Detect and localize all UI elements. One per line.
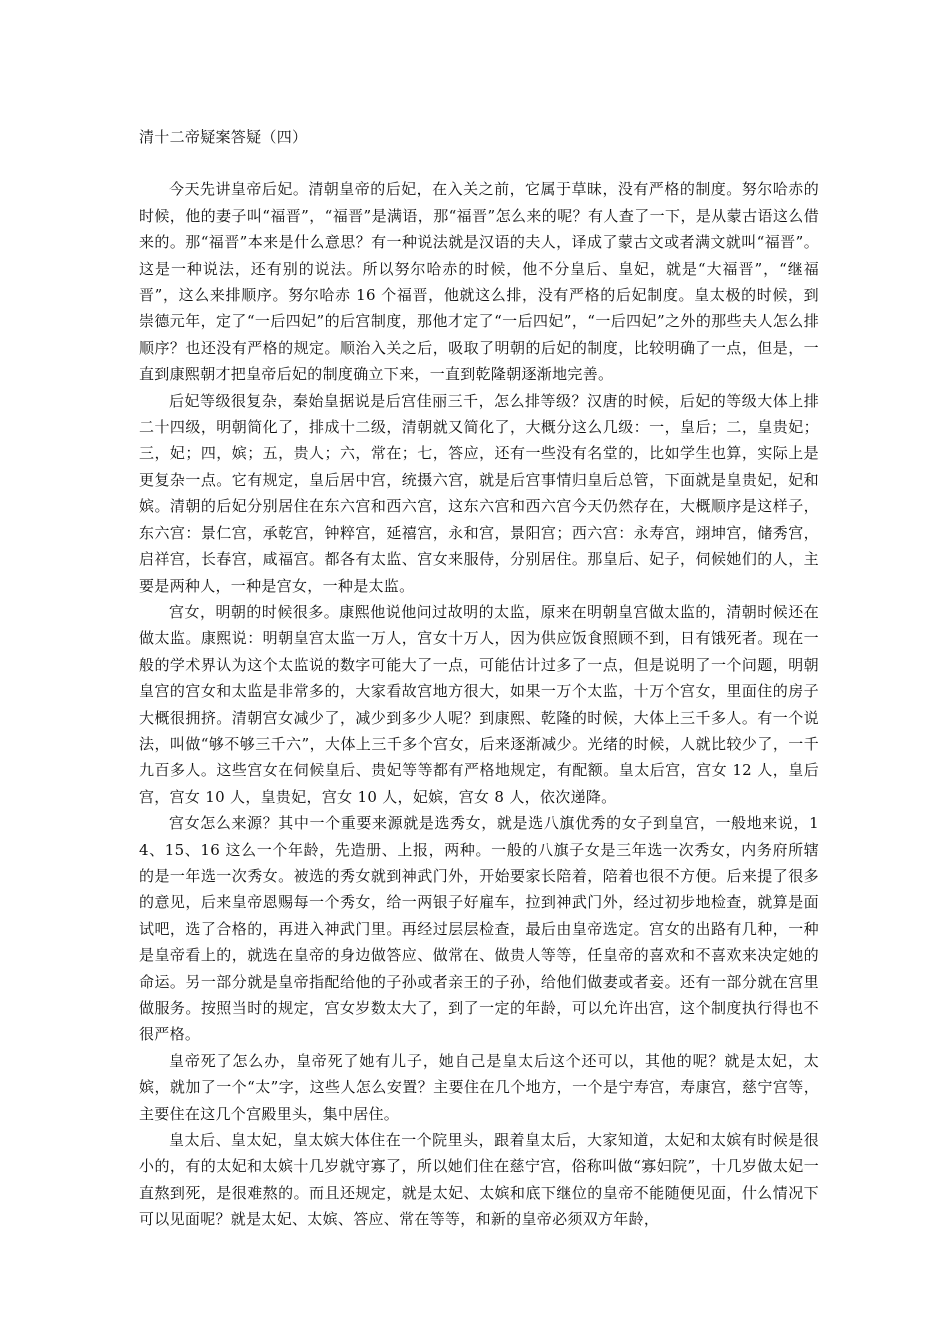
paragraph-5: 皇帝死了怎么办，皇帝死了她有儿子，她自己是皇太后这个还可以，其他的呢？就是太妃，太嫔，就加了一个“太”字，这些人怎么安置？主要住在几个地方，一个是宁寿宫，寿康宫，慈宁宫等，主要住在这几个宫殿里头，集中居住。 bbox=[139, 1051, 819, 1123]
document-title: 清十二帝疑案答疑（四） bbox=[139, 128, 308, 146]
paragraph-3: 宫女，明朝的时候很多。康熙他说他问过故明的太监，原来在明朝皇宫做太监的，清朝时候还在做太监。康熙说：明朝皇宫太监一万人，宫女十万人，因为供应饭食照顾不到，日有饿死者。现在一般的学术界认为这个太监说的数字可能大了一点，可能估计过多了一点，但是说明了一个问题，明朝皇宫的宫女和太监是非常多的，大家看故宫地方很大，如果一万个太监，十万个宫女，里面住的房子大概很拥挤。清朝宫女减少了，减少到多少人呢？到康熙、乾隆的时候，大体上三千多人。有一个说法，叫做“够不够三千六”，大体上三千多个宫女，后来逐渐减少。光绪的时候，人就比较少了，一千九百多人。这些宫女在伺候皇后、贵妃等等都有严格地规定，有配额。皇太后宫，宫女 12 人，皇后宫，宫女 10 人，皇贵妃，宫女 10 人，妃嫔，宫女 8 人，依次递降。 bbox=[139, 602, 819, 806]
paragraph-1: 今天先讲皇帝后妃。清朝皇帝的后妃，在入关之前，它属于草昧，没有严格的制度。努尔哈赤的时候，他的妻子叫“福晋”，“福晋”是满语，那“福晋”怎么来的呢？有人查了一下，是从蒙古语这么借来的。那“福晋”本来是什么意思？有一种说法就是汉语的夫人，译成了蒙古文或者满文就叫“福晋”。这是一种说法，还有别的说法。所以努尔哈赤的时候，他不分皇后、皇妃，就是“大福晋”，“继福晋”，这么来排顺序。努尔哈赤 16 个福晋，他就这么排，没有严格的后妃制度。皇太极的时候，到崇德元年，定了“一后四妃”的后宫制度，那他才定了“一后四妃”，“一后四妃”之外的那些夫人怎么排顺序？也还没有严格的规定。顺治入关之后，吸取了明朝的后妃的制度，比较明确了一点，但是，一直到康熙朝才把皇帝后妃的制度确立下来，一直到乾隆朝逐渐地完善。 bbox=[139, 180, 819, 384]
document-body bbox=[139, 124, 819, 1233]
paragraph-6: 皇太后、皇太妃，皇太嫔大体住在一个院里头，跟着皇太后，大家知道，太妃和太嫔有时候是很小的，有的太妃和太嫔十几岁就守寡了，所以她们住在慈宁宫，俗称叫做“寡妇院”，十几岁做太妃一直熬到死，是很难熬的。而且还规定，就是太妃、太嫔和底下继位的皇帝不能随便见面，什么情况下可以见面呢？就是太妃、太嫔、答应、常在等等，和新的皇帝必须双方年龄， bbox=[139, 1131, 819, 1229]
paragraph-4: 宫女怎么来源？其中一个重要来源就是选秀女，就是选八旗优秀的女子到皇宫，一般地来说，14、15、16 这么一个年龄，先造册、上报，两种。一般的八旗子女是三年选一次秀女，内务府所辖的是一年选一次秀女。被选的秀女就到神武门外，开始要家长陪着，陪着也很不方便。后来提了很多的意见，后来皇帝恩赐每一个秀女，给一两银子好雇车，拉到神武门外，经过初步地检查，就算是面试吧，选了合格的，再进入神武门里。再经过层层检查，最后由皇帝选定。宫女的出路有几种，一种是皇帝看上的，就选在皇帝的身边做答应、做常在、做贵人等等，任皇帝的喜欢和不喜欢来决定她的命运。另一部分就是皇帝指配给他的子孙或者亲王的子孙，给他们做妻或者妾。还有一部分就在宫里做服务。按照当时的规定，宫女岁数太大了，到了一定的年龄，可以允许出宫，这个制度执行得也不很严格。 bbox=[139, 814, 819, 1044]
paragraph-2: 后妃等级很复杂，秦始皇据说是后宫佳丽三千，怎么排等级？汉唐的时候，后妃的等级大体上排二十四级，明朝简化了，排成十二级，清朝就又简化了，大概分这么几级：一，皇后；二，皇贵妃；三，妃；四，嫔；五，贵人；六，常在；七，答应，还有一些没有名堂的，比如学生也算，实际上是更复杂一点。它有规定，皇后居中宫，统摄六宫，就是后宫事情归皇后总管，下面就是皇贵妃，妃和嫔。清朝的后妃分别居住在东六宫和西六宫，这东六宫和西六宫今天仍然存在，大概顺序是这样子，东六宫：景仁宫，承乾宫，钟粹宫，延禧宫，永和宫，景阳宫；西六宫：永寿宫，翊坤宫，储秀宫，启祥宫，长春宫，咸福宫。都各有太监、宫女来服侍，分别居住。那皇后、妃子，伺候她们的人，主要是两种人，一种是宫女，一种是太监。 bbox=[139, 391, 819, 595]
